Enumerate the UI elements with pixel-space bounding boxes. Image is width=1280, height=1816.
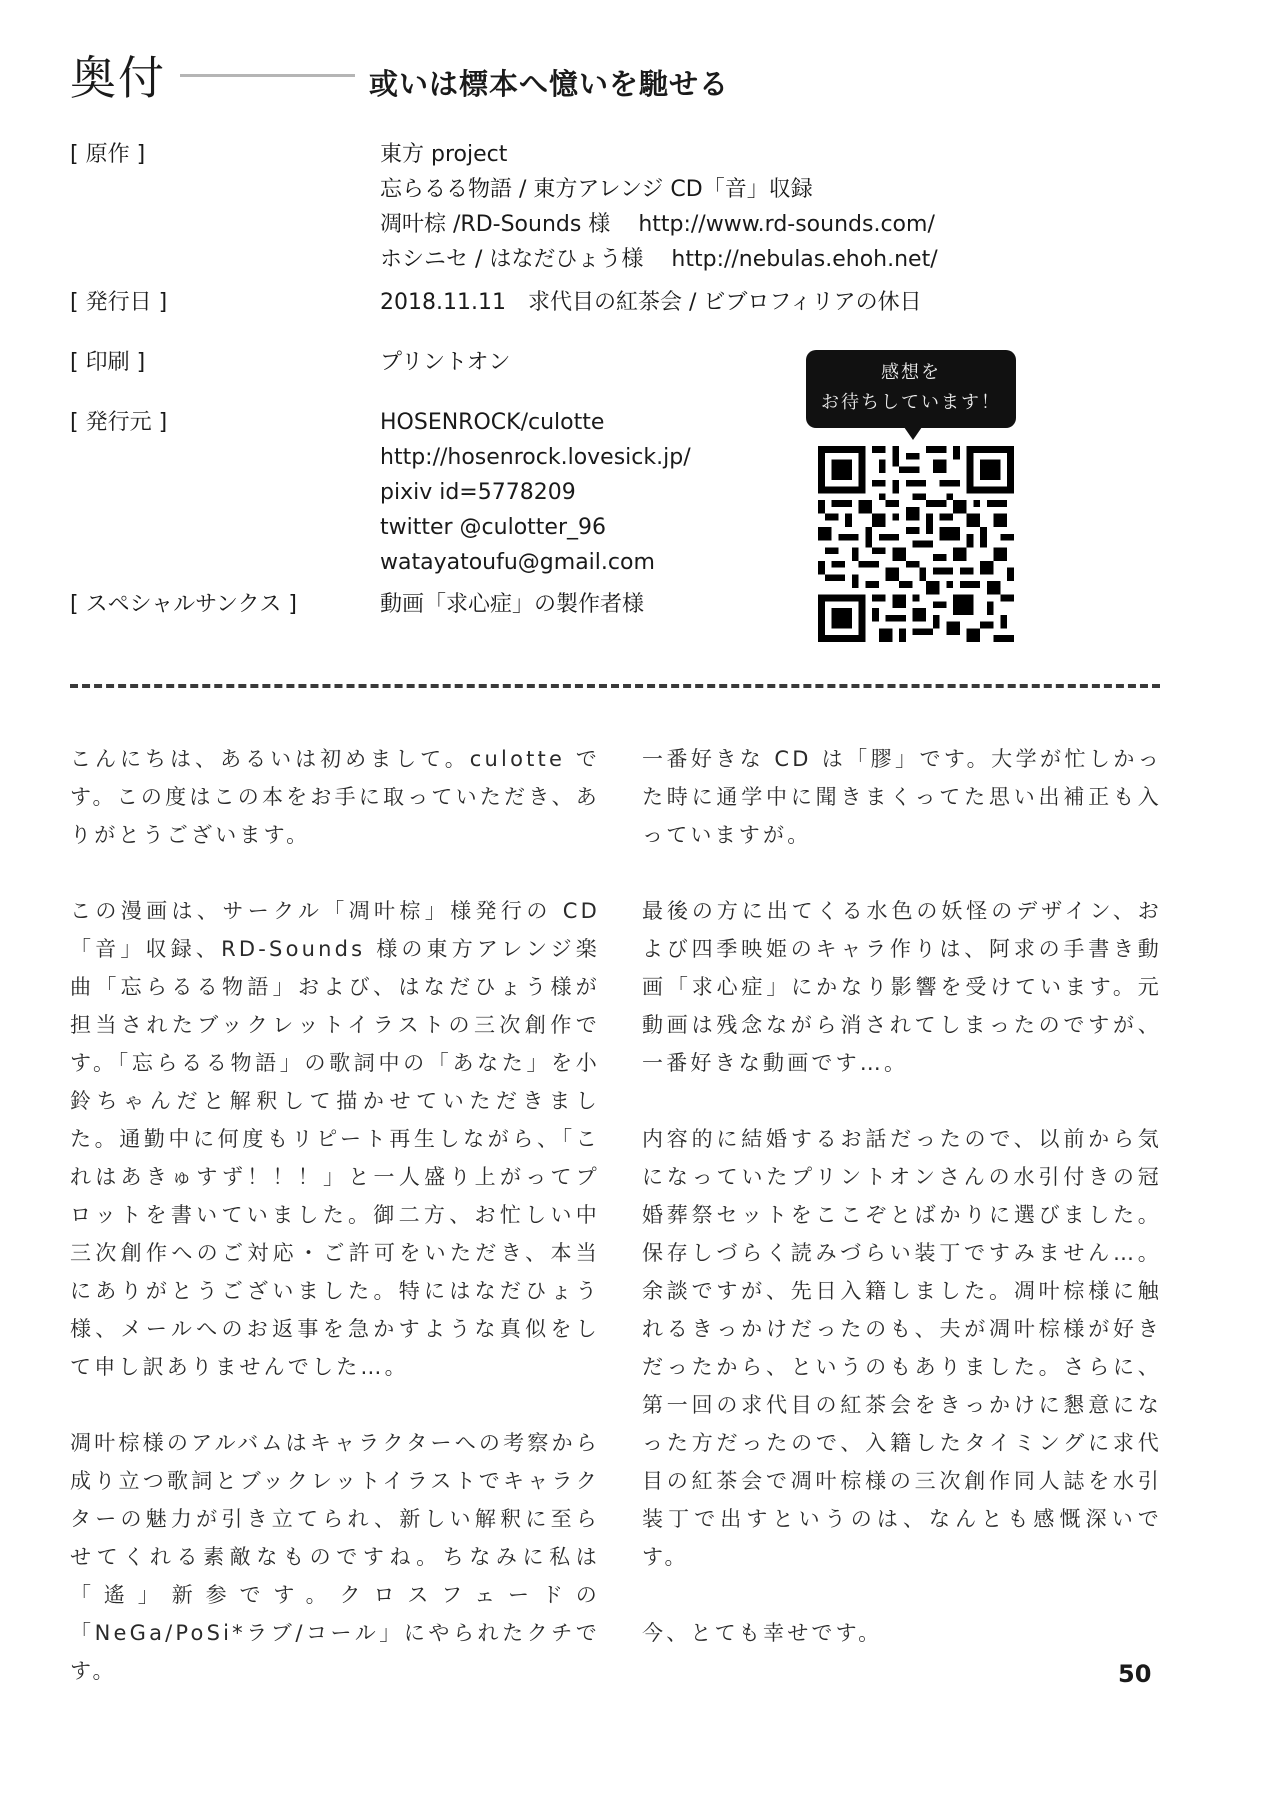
publisher-twitter: twitter @culotter_96 (380, 515, 606, 540)
colophon-label: [ 発行元 ] (70, 410, 168, 435)
special-thanks-value: 動画「求心症」の製作者様 (380, 592, 645, 617)
afterword-left-column (70, 740, 600, 1690)
speech-bubble: 感想を お待ちしています！ (806, 350, 1016, 428)
afterword-paragraph: 内容的に結婚するお話だったので、以前から気になっていたプリントオンさんの水引付きの冠婚葬祭セットをここぞとばかりに選びました。保存しづらく読みづらい装丁ですみません…。余談ですが、先日入籍しました。凋叶棕様に触れるきっかけだったのも、夫が凋叶棕様が好きだったから、というのもありました。さらに、第一回の求代目の紅茶会をきっかけに懇意になった方だったので、入籍したタイミングに求代目の紅茶会で凋叶棕様の三次創作同人誌を水引装丁で出すというのは、なんとも感慨深いです。 (642, 1127, 1162, 1569)
afterword-right-column (642, 740, 1162, 1652)
afterword-paragraph: 今、とても幸せです。 (642, 1621, 883, 1645)
section-divider (70, 684, 1160, 688)
page-title: 奥付 (70, 51, 166, 105)
afterword-paragraph: 最後の方に出てくる水色の妖怪のデザイン、および四季映姫のキャラ作りは、阿求の手書き動画「求心症」にかなり影響を受けています。元動画は残念ながら消されてしまったのですが、一番好きな動画です…。 (642, 899, 1162, 1075)
afterword-paragraph: こんにちは、あるいは初めまして。culotte です。この度はこの本をお手に取っていただき、ありがとうございます。 (70, 747, 600, 847)
publisher-name: HOSENROCK/culotte (380, 410, 605, 435)
original-work: 東方 project (380, 142, 508, 167)
colophon-row-issue-date (70, 285, 1070, 345)
afterword-paragraph: この漫画は、サークル「凋叶棕」様発行の CD「音」収録、RD-Sounds 様の東方アレンジ楽曲「忘らるる物語」および、はなだひょう様が担当されたブックレットイラストの三次創作です。「忘らるる物語」の歌詞中の「あなた」を小鈴ちゃんだと解釈して描かせていただきました。通勤中に何度もリピート再生しながら、「これはあきゅすず！！！」と一人盛り上がってプロットを書いていました。御二方、お忙しい中三次創作へのご対応・ご許可をいただき、本当にありがとうございました。特にはなだひょう様、メールへのお返事を急かすような真似をして申し訳ありませんでした…。 (70, 899, 600, 1379)
page-subtitle: 或いは標本へ憶いを馳せる (369, 66, 730, 101)
afterword-paragraph: 一番好きな CD は「膠」です。大学が忙しかった時に通学中に聞きまくってた思い出補正も入っていますが。 (642, 747, 1162, 847)
qr-code-icon[interactable] (818, 446, 1014, 642)
colophon-label: [ 印刷 ] (70, 350, 146, 375)
colophon-label: [ スペシャルサンクス ] (70, 592, 297, 617)
colophon-row-original (70, 137, 1070, 285)
rd-sounds-link[interactable]: http://www.rd-sounds.com/ (638, 212, 935, 237)
colophon-label: [ 発行日 ] (70, 290, 168, 315)
nebulas-link[interactable]: http://nebulas.ehoh.net/ (671, 247, 938, 272)
printing-value: プリントオン (380, 350, 511, 375)
original-illustrator: ホシニセ / はなだひょう様 http://nebulas.ehoh.net/ (380, 247, 938, 272)
feedback-qr-block (804, 350, 1018, 642)
publisher-website-link[interactable]: http://hosenrock.lovesick.jp/ (380, 445, 691, 470)
original-circle: 凋叶棕 /RD-Sounds 様 http://www.rd-sounds.com/ (380, 212, 935, 237)
colophon-label: [ 原作 ] (70, 142, 146, 167)
issue-date-value: 2018.11.11 求代目の紅茶会 / ビブロフィリアの休日 (380, 290, 922, 315)
page-number: 50 (1118, 1660, 1152, 1688)
title-rule-divider (180, 74, 355, 77)
colophon-values (380, 137, 1070, 285)
original-song: 忘らるる物語 / 東方アレンジ CD「音」収録 (380, 177, 813, 202)
page-header (70, 48, 729, 108)
afterword-paragraph: 凋叶棕様のアルバムはキャラクターへの考察から成り立つ歌詞とブックレットイラストでキャラクターの魅力が引き立てられ、新しい解釈に至らせてくれる素敵なものですね。ちなみに私は「遙」新参です。クロスフェードの「NeGa/PoSi*ラブ/コール」にやられたクチです。 (70, 1431, 600, 1683)
publisher-pixiv: pixiv id=5778209 (380, 480, 576, 505)
publisher-email[interactable]: watayatoufu@gmail.com (380, 550, 655, 575)
